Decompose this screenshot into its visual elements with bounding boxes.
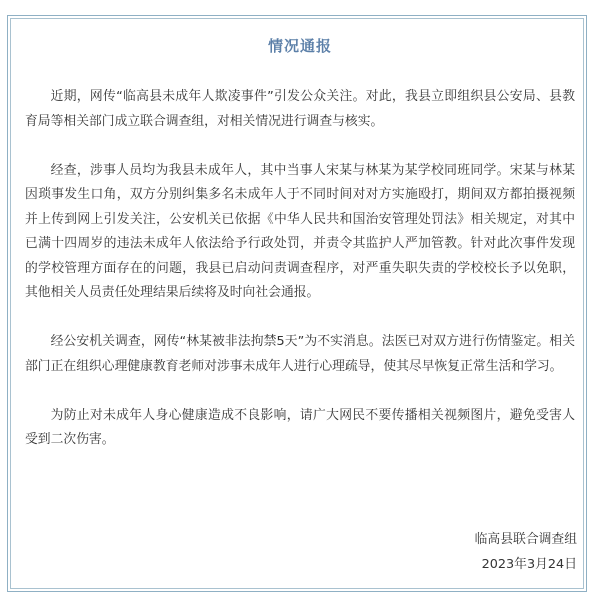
paragraph-3: 经公安机关调查，网传“林某被非法拘禁5天”为不实消息。法医已对双方进行伤情鉴定。相关部门正在组织心理健康教育老师对涉事未成年人进行心理疏导，使其尽早恢复正常生活和学习。 bbox=[25, 334, 575, 374]
issue-date: 2023年3月24日 bbox=[481, 556, 577, 572]
signature-block bbox=[475, 528, 577, 577]
paragraph-2: 经查，涉事人员均为我县未成年人，其中当事人宋某与林某为某学校同班同学。宋某与林某因琐事发生口角，双方分别纠集多名未成年人于不同时间对对方实施殴打，期间双方都拍摄视频并上传到网上引发关注，公安机关已依据《中华人民共和国治安管理处罚法》相关规定，对其中已满十四周岁的违法未成年人依法给予行政处罚，并责令其监护人严加管教。针对此次事件发现的学校管理方面存在的问题，我县已启动问责调查程序，对严重失职失责的学校校长予以免职，其他相关人员责任处理结果后续将及时向社会通报。 bbox=[25, 162, 575, 300]
issuer: 临高县联合调查组 bbox=[474, 532, 577, 547]
notice-title: 情况通报 bbox=[267, 37, 332, 55]
paragraph-1: 近期，网传“临高县未成年人欺凌事件”引发公众关注。对此，我县立即组织县公安局、县教育局等相关部门成立联合调查组，对相关情况进行调查与核实。 bbox=[25, 89, 575, 129]
notice-body bbox=[25, 85, 575, 477]
paragraph-4: 为防止对未成年人身心健康造成不良影响，请广大网民不要传播相关视频图片，避免受害人受到二次伤害。 bbox=[25, 407, 575, 447]
